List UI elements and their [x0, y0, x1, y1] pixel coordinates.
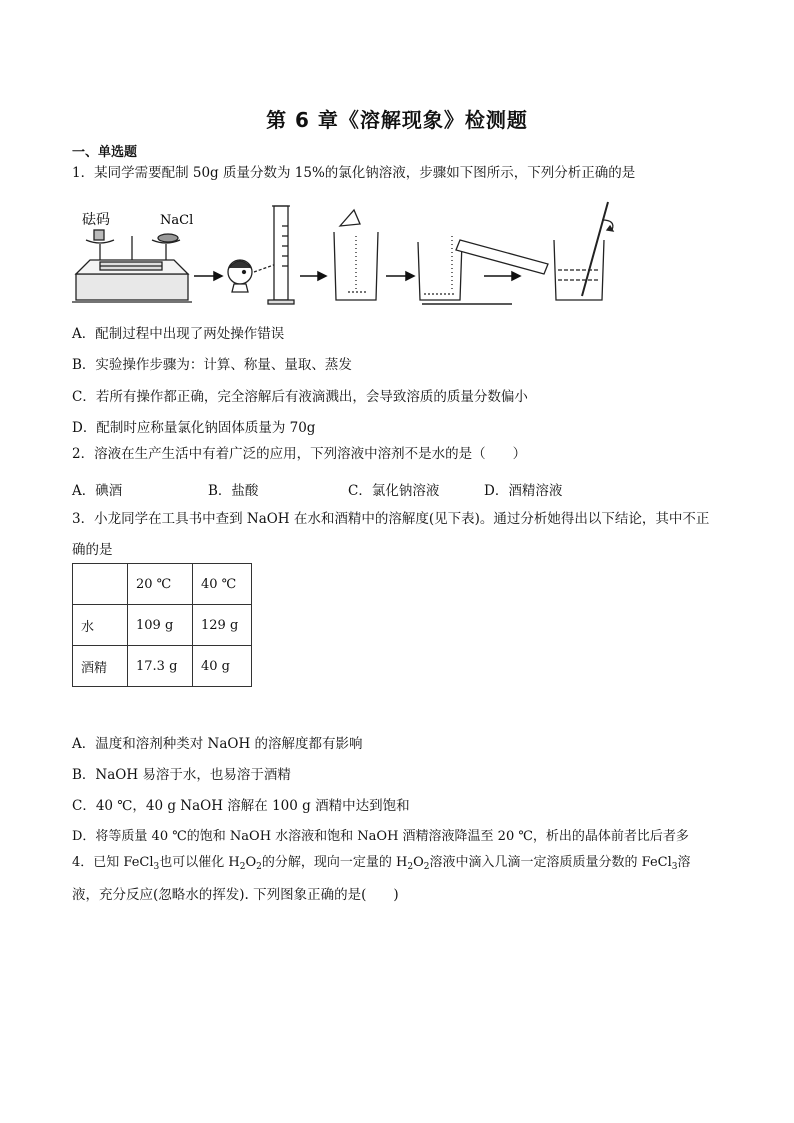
- table-cell: 40 g: [193, 646, 252, 687]
- section-heading: 一、单选题: [72, 145, 138, 160]
- step-arrow-icon: [194, 272, 222, 280]
- balance-icon: [72, 230, 192, 302]
- question-3-stem-line2: 确的是: [72, 542, 113, 558]
- table-cell: 酒精: [73, 646, 128, 687]
- pour-water-icon: [418, 236, 548, 304]
- solubility-table: [72, 563, 252, 687]
- table-row: [73, 646, 252, 687]
- question-3-stem-line1: 3．小龙同学在工具书中查到 NaOH 在水和酒精中的溶解度(见下表)。通过分析她得出以下结论，其中不正: [72, 511, 710, 527]
- table-header-row: [73, 564, 252, 605]
- table-cell: 129 g: [193, 605, 252, 646]
- beaker-pouring-salt-icon: [334, 210, 378, 300]
- step-arrow-icon: [386, 272, 414, 280]
- question-1-option-c: C．若所有操作都正确，完全溶解后有液滴溅出，会导致溶质的质量分数偏小: [72, 389, 528, 405]
- question-3-option-b: B．NaOH 易溶于水，也易溶于酒精: [72, 767, 291, 783]
- step-arrow-icon: [300, 272, 326, 280]
- question-1-option-a: A．配制过程中出现了两处操作错误: [72, 326, 285, 342]
- figure-label-weight: 砝码: [82, 212, 110, 228]
- table-cell: 17.3 g: [128, 646, 193, 687]
- question-2-option-d: D．酒精溶液: [484, 483, 563, 499]
- page-title: 第 6 章《溶解现象》检测题: [266, 108, 528, 132]
- question-1-option-d: D．配制时应称量氯化钠固体质量为 70g: [72, 420, 316, 436]
- step-arrow-icon: [484, 272, 520, 280]
- table-cell: 20 ℃: [128, 564, 193, 605]
- question-3-option-d: D．将等质量 40 ℃的饱和 NaOH 水溶液和饱和 NaOH 酒精溶液降温至 20 ℃，析出的晶体前者比后者多: [72, 829, 689, 844]
- table-cell: 40 ℃: [193, 564, 252, 605]
- question-4-stem-line2: 液，充分反应(忽略水的挥发). 下列图象正确的是( ): [72, 887, 399, 903]
- table-row: [73, 605, 252, 646]
- figure-label-salt: NaCl: [160, 213, 194, 228]
- question-1-stem: 1．某同学需要配制 50g 质量分数为 15%的氯化钠溶液，步骤如下图所示，下列分析正确的是: [72, 165, 636, 181]
- question-1-option-b: B．实验操作步骤为：计算、称量、量取、蒸发: [72, 357, 352, 373]
- table-cell: 水: [73, 605, 128, 646]
- table-cell: [73, 564, 128, 605]
- measuring-cylinder-reading-icon: [228, 206, 294, 304]
- question-2-option-c: C．氯化钠溶液: [348, 483, 440, 499]
- table-cell: 109 g: [128, 605, 193, 646]
- question-3-option-c: C．40 ℃，40 g NaOH 溶解在 100 g 酒精中达到饱和: [72, 798, 410, 814]
- question-2-option-b: B．盐酸: [208, 483, 259, 499]
- stir-dissolve-icon: [554, 202, 613, 300]
- question-3-option-a: A．温度和溶剂种类对 NaOH 的溶解度都有影响: [72, 736, 363, 752]
- question-4-stem-line1: 4．已知 FeCl$_3$也可以催化 $H_2O_2$的分解，现向一定量的 $H_2O_2$溶液中滴入几滴一定溶质质量分数的 FeCl$_3$溶: [72, 855, 691, 872]
- question-2-option-a: A．碘酒: [72, 483, 123, 499]
- question-2-stem: 2．溶液在生产生活中有着广泛的应用，下列溶液中溶剂不是水的是（ ）: [72, 446, 527, 462]
- experiment-figure: [72, 196, 632, 308]
